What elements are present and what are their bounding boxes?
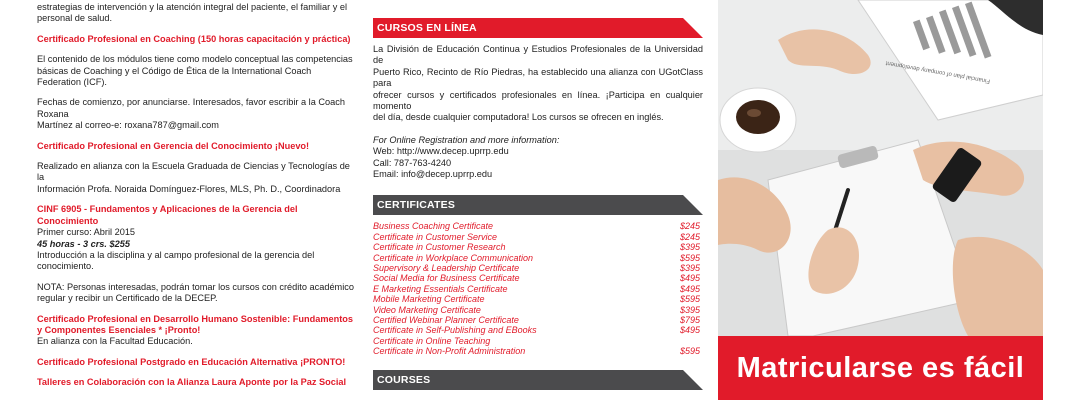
- certificate-price: $795: [679, 314, 700, 325]
- left-column: [37, 0, 357, 400]
- coaching-contact-line-1: Fechas de comienzo, por anunciarse. Interesados, favor escribir a la Coach Roxana: [37, 97, 345, 119]
- gerencia-title: Certificado Profesional en Gerencia del Conocimiento ¡Nuevo!: [37, 140, 310, 151]
- certificate-name: Mobile Marketing Certificate: [373, 294, 485, 305]
- web-link[interactable]: Web: http://www.decep.uprrp.edu: [373, 146, 509, 157]
- certificate-name: Certificate in Online Teaching: [373, 335, 491, 346]
- certificate-name: Certificate in Customer Research: [373, 242, 506, 253]
- postgrado-title: Certificado Profesional Postgrado en Educación Alternativa ¡PRONTO!: [37, 356, 346, 367]
- certificate-row[interactable]: [373, 336, 700, 346]
- certificate-price: [670, 336, 700, 346]
- online-para-line-1: La División de Educación Continua y Estudios Profesionales de la Universidad de: [373, 44, 703, 66]
- business-meeting-photo: [718, 0, 1043, 336]
- certificate-name: Business Coaching Certificate: [373, 221, 494, 232]
- meeting-illustration: [718, 0, 1043, 336]
- certificate-row[interactable]: [373, 305, 700, 315]
- certificate-price: $395: [679, 242, 700, 253]
- online-para-line-2: Puerto Rico, Recinto de Río Piedras, ha establecido una alianza con UGotClass para: [373, 66, 703, 89]
- certificate-price: $245: [679, 231, 700, 242]
- enroll-cta: Matricularse es fácil: [736, 352, 1025, 384]
- nota-line-2: regular y recibir un Certificado de la DECEP.: [37, 293, 218, 304]
- certificate-price: $595: [679, 346, 700, 357]
- certificate-name: E Marketing Essentials Certificate: [373, 283, 508, 294]
- certificate-name: Social Media for Business Certificate: [373, 273, 520, 284]
- certificate-row[interactable]: [373, 232, 700, 242]
- certificate-name: Certificate in Non-Profit Administration: [373, 346, 526, 357]
- nota-line-1: NOTA: Personas interesadas, podrán tomar los cursos con crédito académico: [37, 281, 354, 292]
- coaching-contact-line-2: Martínez al correo-e: roxana787@gmail.com: [37, 120, 219, 131]
- certificate-price: $495: [679, 273, 700, 284]
- coaching-body: [37, 54, 357, 88]
- certificate-name: Certificate in Self-Publishing and EBooks: [373, 325, 537, 336]
- courses-banner: COURSES: [373, 370, 703, 390]
- online-para-line-3: ofrecer cursos y certificados profesionales en línea. ¡Participa en cualquier momento: [373, 89, 703, 112]
- certificate-price: $595: [679, 252, 700, 263]
- gerencia-body-line-1: Realizado en alianza con la Escuela Graduada de Ciencias y Tecnologías de la: [37, 161, 350, 183]
- certificates-banner: CERTIFICATES: [373, 195, 703, 215]
- doc-caption: Financial plan of company development: [885, 59, 991, 84]
- certificate-price: $595: [679, 294, 700, 305]
- nota: [37, 282, 357, 305]
- certificate-row[interactable]: [373, 346, 700, 356]
- certificate-name: Certificate in Workplace Communication: [373, 252, 534, 263]
- coaching-body-line-2: básicas de Coaching y el Código de Ética de la International Coach Federation (ICF).: [37, 65, 312, 88]
- certificate-row[interactable]: [373, 263, 700, 273]
- registration-title: For Online Registration and more information:: [373, 134, 560, 145]
- coaching-title: Certificado Profesional en Coaching (150 horas capacitación y práctica): [37, 33, 351, 44]
- certificate-price: $495: [679, 325, 700, 336]
- dhs-block: [37, 314, 357, 348]
- right-panel: [718, 0, 1043, 400]
- intro-line-1: estrategias de intervención y la atención integral del paciente, el familiar y el: [37, 2, 347, 12]
- email-link[interactable]: Email: info@decep.uprrp.edu: [373, 169, 493, 180]
- online-paragraph: [373, 44, 703, 124]
- coaching-body-line-1: El contenido de los módulos tiene como modelo conceptual las competencias: [37, 54, 353, 65]
- talleres-title: Talleres en Colaboración con la Alianza Laura Aponte por la Paz Social: [37, 377, 347, 388]
- cinf-title-line-1: CINF 6905 - Fundamentos y Aplicaciones de la Gerencia del: [37, 204, 298, 215]
- cinf-hours: 45 horas - 3 crs. $255: [37, 238, 130, 249]
- certificate-row[interactable]: [373, 253, 700, 263]
- certificate-price: $245: [679, 221, 700, 232]
- certificate-list: [373, 221, 700, 356]
- certificate-name: Supervisory & Leadership Certificate: [373, 263, 520, 274]
- cinf-intro: Introducción a la disciplina y al campo profesional de la gerencia del conocimiento.: [37, 249, 315, 272]
- online-banner: CURSOS EN LÍNEA: [373, 18, 703, 38]
- certificate-row[interactable]: [373, 242, 700, 252]
- certificate-price: $495: [679, 283, 700, 294]
- dhs-title-line-1: Certificado Profesional en Desarrollo Humano Sostenible: Fundamentos: [37, 313, 353, 324]
- phone: Call: 787-763-4240: [373, 157, 452, 168]
- gerencia-body: [37, 161, 357, 195]
- online-para-line-4: del día, desde cualquier computadora! Los cursos se ofrecen en inglés.: [373, 112, 664, 123]
- certificate-name: Certified Webinar Planner Certificate: [373, 314, 519, 325]
- certificate-row[interactable]: [373, 294, 700, 304]
- certificate-row[interactable]: [373, 221, 700, 231]
- cinf-first-course: Primer curso: Abril 2015: [37, 227, 136, 238]
- middle-column: [373, 0, 703, 400]
- intro-line-2: personal de salud.: [37, 13, 113, 24]
- gerencia-body-line-2: Información Profa. Noraida Domínguez-Flores, MLS, Ph. D., Coordinadora: [37, 183, 341, 194]
- certificate-row[interactable]: [373, 273, 700, 283]
- coaching-contact: [37, 97, 357, 131]
- certificate-row[interactable]: [373, 325, 700, 335]
- registration-info: [373, 135, 703, 181]
- dhs-body: En alianza con la Facultad Educación.: [37, 336, 193, 347]
- certificate-price: $395: [679, 263, 700, 274]
- dhs-title-line-2: y Componentes Esenciales * ¡Pronto!: [37, 324, 201, 335]
- cinf-block: [37, 204, 357, 272]
- certificate-row[interactable]: [373, 315, 700, 325]
- cinf-title-line-2: Conocimiento: [37, 215, 99, 226]
- certificate-price: $395: [679, 304, 700, 315]
- certificate-name: Video Marketing Certificate: [373, 304, 481, 315]
- certificate-row[interactable]: [373, 284, 700, 294]
- certificate-name: Certificate in Customer Service: [373, 231, 498, 242]
